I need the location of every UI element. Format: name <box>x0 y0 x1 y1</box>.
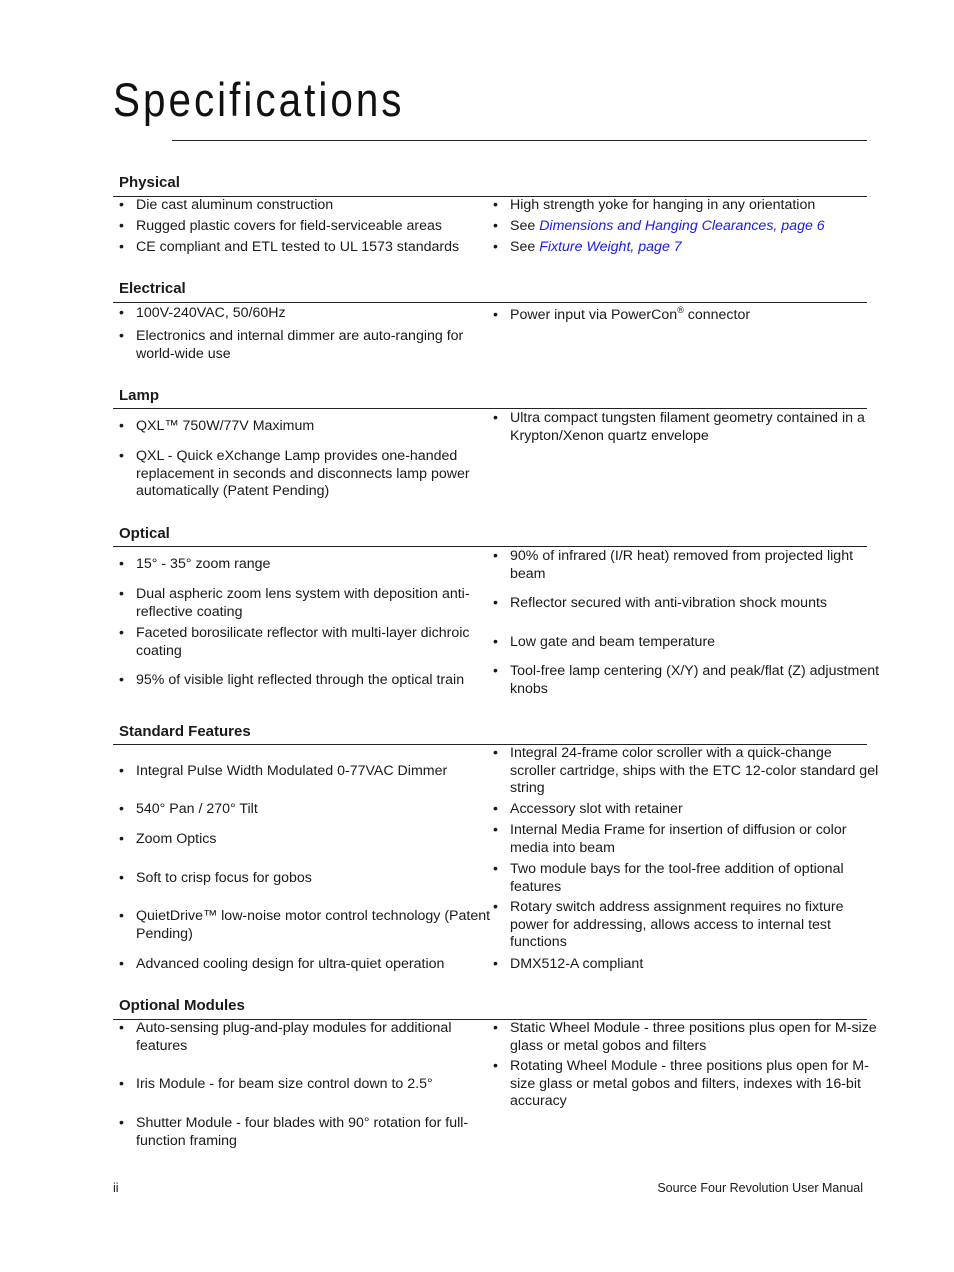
list-item: • 95% of visible light reflected through the optical train <box>119 672 465 688</box>
list-item: • Power input via PowerCon® connector <box>493 305 751 323</box>
section-heading-lamp: Lamp <box>119 387 160 404</box>
list-item: • Rotating Wheel Module - three positions plus open for M-size glass or metal gobos and filters, indexes with 16-bit accuracy <box>493 1058 869 1110</box>
page-number: ii <box>113 1181 119 1195</box>
section-heading-electrical: Electrical <box>119 280 186 297</box>
list-item: • See Dimensions and Hanging Clearances, page 6 <box>493 218 825 234</box>
list-item: • Tool-free lamp centering (X/Y) and peak/flat (Z) adjustment knobs <box>493 663 880 697</box>
list-item: • Advanced cooling design for ultra-quiet operation <box>119 956 445 972</box>
list-item: • Shutter Module - four blades with 90° rotation for full-function framing <box>119 1115 469 1149</box>
list-item: • 15° - 35° zoom range <box>119 556 271 572</box>
list-item: • 540° Pan / 270° Tilt <box>119 801 258 817</box>
manual-title: Source Four Revolution User Manual <box>657 1181 863 1195</box>
list-item: • CE compliant and ETL tested to UL 1573 standards <box>119 239 460 255</box>
list-item: • Static Wheel Module - three positions plus open for M-size glass or metal gobos and filters <box>493 1020 877 1054</box>
list-item: • Die cast aluminum construction <box>119 197 334 213</box>
list-item: • QXL - Quick eXchange Lamp provides one-handed replacement in seconds and disconnects lamp power automatically (Patent Pending) <box>119 448 470 500</box>
list-item: • Integral Pulse Width Modulated 0-77VAC Dimmer <box>119 763 448 779</box>
list-item: • Internal Media Frame for insertion of diffusion or color media into beam <box>493 822 847 856</box>
registered-mark: ® <box>677 305 684 315</box>
fixture-weight-link[interactable]: Fixture Weight, page 7 <box>539 239 682 255</box>
list-item: • Iris Module - for beam size control down to 2.5° <box>119 1076 433 1092</box>
list-item: • QuietDrive™ low-noise motor control technology (Patent Pending) <box>119 908 491 942</box>
title-rule <box>172 140 867 141</box>
list-item: • Faceted borosilicate reflector with multi-layer dichroic coating <box>119 625 470 659</box>
list-item: • Two module bays for the tool-free addition of optional features <box>493 861 844 895</box>
section-heading-optional-modules: Optional Modules <box>119 997 245 1014</box>
dimensions-clearances-link[interactable]: Dimensions and Hanging Clearances, page 6 <box>539 218 825 234</box>
list-item: • Ultra compact tungsten filament geometry contained in a Krypton/Xenon quartz envelope <box>493 410 865 444</box>
list-item: • QXL™ 750W/77V Maximum <box>119 418 315 434</box>
list-item: • Rugged plastic covers for field-serviceable areas <box>119 218 442 234</box>
section-rule <box>113 546 867 547</box>
list-item: • Electronics and internal dimmer are auto-ranging for world-wide use <box>119 328 464 362</box>
list-item: • DMX512-A compliant <box>493 956 644 972</box>
list-item: • Integral 24-frame color scroller with a quick-change scroller cartridge, ships with the ETC 12-color standard gel string <box>493 745 879 797</box>
list-item: • Reflector secured with anti-vibration shock mounts <box>493 595 827 611</box>
list-item: • Low gate and beam temperature <box>493 634 716 650</box>
section-heading-physical: Physical <box>119 174 180 191</box>
list-item: • 90% of infrared (I/R heat) removed from projected light beam <box>493 548 854 582</box>
page-title: Specifications <box>113 73 405 126</box>
list-item: • 100V-240VAC, 50/60Hz <box>119 305 286 321</box>
list-item: • Accessory slot with retainer <box>493 801 683 817</box>
list-item: • Soft to crisp focus for gobos <box>119 870 312 886</box>
section-heading-optical: Optical <box>119 525 170 542</box>
list-item: • Zoom Optics <box>119 831 217 847</box>
section-rule <box>113 302 867 303</box>
list-item: • See Fixture Weight, page 7 <box>493 239 682 255</box>
list-item: • Dual aspheric zoom lens system with deposition anti-reflective coating <box>119 586 470 620</box>
list-item: • Auto-sensing plug-and-play modules for additional features <box>119 1020 452 1054</box>
section-rule <box>113 408 867 409</box>
section-heading-standard-features: Standard Features <box>119 723 251 740</box>
list-item: • Rotary switch address assignment requires no fixture power for addressing, allows access to internal test functions <box>493 899 844 951</box>
list-item: • High strength yoke for hanging in any orientation <box>493 197 816 213</box>
